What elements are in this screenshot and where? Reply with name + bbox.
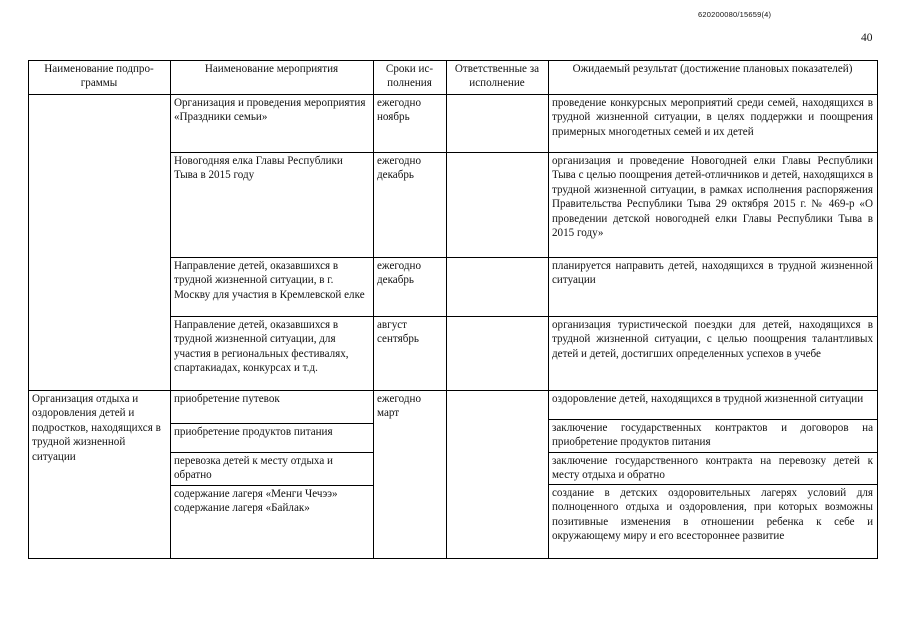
row-terms: ежегодно декабрь xyxy=(377,260,421,287)
group-event: приобретение путевок xyxy=(174,393,280,405)
program-table xyxy=(28,60,878,559)
page-number: 40 xyxy=(861,32,873,44)
group-terms: ежегодно март xyxy=(377,393,421,420)
group-event-line: содержание лагеря «Байлак» xyxy=(174,502,310,515)
row-result: проведение конкурсных мероприятий среди семей, находящихся в трудной жизненной ситуации, в целях поддержки и поощрения примерных многодетных семей и их детей xyxy=(552,97,873,138)
group-subprogram: Организация отдыха и оздоровления детей и подростков, находящихся в трудной жизненной ситуации xyxy=(32,393,161,463)
row-terms: ежегодно декабрь xyxy=(377,155,421,182)
document-id: 620200080/15659(4) xyxy=(698,10,772,19)
group-result: создание в детских оздоровительных лагерях условий для полноценного отдыха и оздоровления, при которых возможны позитивные изменения в отношении ребенка к себе и окружающему миру и его всестороннее развитие xyxy=(552,487,873,543)
header-responsible: Ответственные за исполнение xyxy=(454,63,540,90)
group-result: оздоровление детей, находящихся в трудной жизненной ситуации xyxy=(552,393,864,405)
header-result: Ожидаемый результат (достижение плановых показателей) xyxy=(572,63,853,75)
row-result: планируется направить детей, находящихся в трудной жизненной ситуации xyxy=(552,260,873,287)
row-terms: ежегодно ноябрь xyxy=(377,97,421,124)
group-event: приобретение продуктов питания xyxy=(174,426,333,438)
row-event: Направление детей, оказавшихся в трудной жизненной ситуации, в г. Москву для участия в Кремлевской елке xyxy=(174,260,365,301)
row-result: организация туристической поездки для детей, находящихся в трудной жизненной ситуации, с целью поощрения талантливых детей и детей, достигших определенных успехов в учебе xyxy=(552,319,873,360)
row-event: Направление детей, оказавшихся в трудной жизненной ситуации, для участия в региональных фестивалях, спартакиадах, конкурсах и т.д. xyxy=(174,319,349,375)
row-terms: август сентябрь xyxy=(377,319,419,346)
header-subprogram: Наименование подпро-граммы xyxy=(44,63,154,90)
row-event: Новогодняя елка Главы Республики Тыва в 2015 году xyxy=(174,155,343,182)
row-event: Организация и проведения мероприятия «Праздники семьи» xyxy=(174,97,366,124)
row-result: организация и проведение Новогодней елки Главы Республики Тыва с целью поощрения детей-отличников и детей, находящихся в трудной жизненной ситуации, в рамках исполнения распоряжения Правительства Республики Тыва 29 октября 2015 г. № 469-р «О проведении детской новогодней елки Главы Республики Тыва в 2015 году» xyxy=(552,155,873,240)
group-result: заключение государственного контракта на перевозку детей к месту отдыха и обратно xyxy=(552,455,873,482)
group-event xyxy=(170,486,373,516)
group-event-line: содержание лагеря «Менги Чечээ» xyxy=(174,488,338,500)
header-event: Наименование мероприятия xyxy=(204,63,339,75)
group-result: заключение государственных контрактов и договоров на приобретение продуктов питания xyxy=(552,422,873,449)
group-event: перевозка детей к месту отдыха и обратно xyxy=(174,455,333,482)
header-terms: Сроки ис-полнения xyxy=(385,63,434,90)
